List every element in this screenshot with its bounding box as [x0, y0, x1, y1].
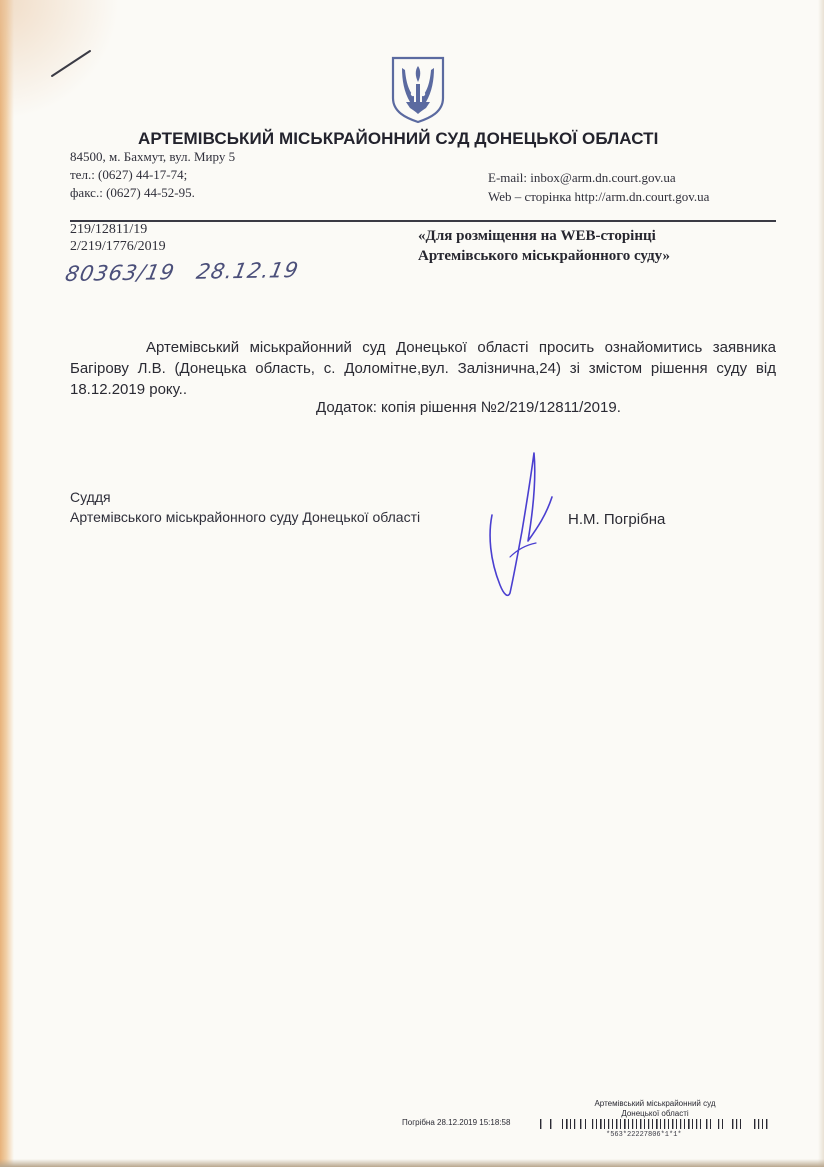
barcode-text: *563*22227806*1*1* — [606, 1131, 682, 1139]
court-website: Web – сторінка http://arm.dn.court.gov.ua — [488, 189, 710, 204]
case-number: 219/12811/19 — [70, 222, 148, 237]
scan-edge-left — [0, 0, 14, 1167]
court-phone: тел.: (0627) 44-17-74; — [70, 167, 188, 182]
addressee-line-2: Артемівського міськрайонного суду» — [418, 248, 670, 264]
addressee-line-1: «Для розміщення на WEB-сторінці — [418, 228, 656, 244]
court-address: 84500, м. Бахмут, вул. Миру 5 — [70, 149, 236, 164]
footer-court-line-2: Донецької області — [621, 1109, 689, 1118]
signer-title: Суддя — [70, 489, 111, 505]
court-email: E-mail: inbox@arm.dn.court.gov.ua — [488, 170, 676, 185]
attachment-note: Додаток: копія рішення №2/219/12811/2019. — [316, 399, 621, 416]
pen-stroke-mark — [50, 48, 94, 78]
signer-court: Артемівського міськрайонного суду Донецької області — [70, 509, 421, 525]
handwritten-outgoing-number: 80363/19 — [63, 260, 177, 286]
header-divider — [70, 220, 776, 222]
document-barcode — [540, 1117, 776, 1131]
footer-court-line-1: Артемівський міськрайонний суд — [594, 1099, 716, 1108]
letter-body: Артемівський міськрайонний суд Донецької області просить ознайомитись заявника Багірову Л.В. (Донецька область, с. Доломітне,вул. Залізнична,24) зі змістом рішення суду від 18.12.2019 року.. — [70, 339, 776, 398]
judge-name: Н.М. Погрібна — [568, 511, 666, 528]
electronic-stamp: Погрібна 28.12.2019 15:18:58 — [402, 1118, 511, 1127]
proceeding-number: 2/219/1776/2019 — [70, 239, 166, 254]
scan-edge-right — [818, 0, 824, 1167]
addressee-block — [418, 226, 670, 266]
scan-edge-bottom — [0, 1159, 824, 1167]
court-fax: факс.: (0627) 44-52-95. — [70, 185, 195, 200]
signature-icon — [478, 445, 568, 605]
trident-emblem-icon — [388, 54, 448, 124]
handwritten-registration — [63, 258, 301, 286]
footer-court-name — [560, 1099, 750, 1119]
court-title: АРТЕМІВСЬКИЙ МІСЬКРАЙОННИЙ СУД ДОНЕЦЬКОЇ ОБЛАСТІ — [138, 129, 659, 148]
handwritten-date: 28.12.19 — [194, 257, 301, 284]
